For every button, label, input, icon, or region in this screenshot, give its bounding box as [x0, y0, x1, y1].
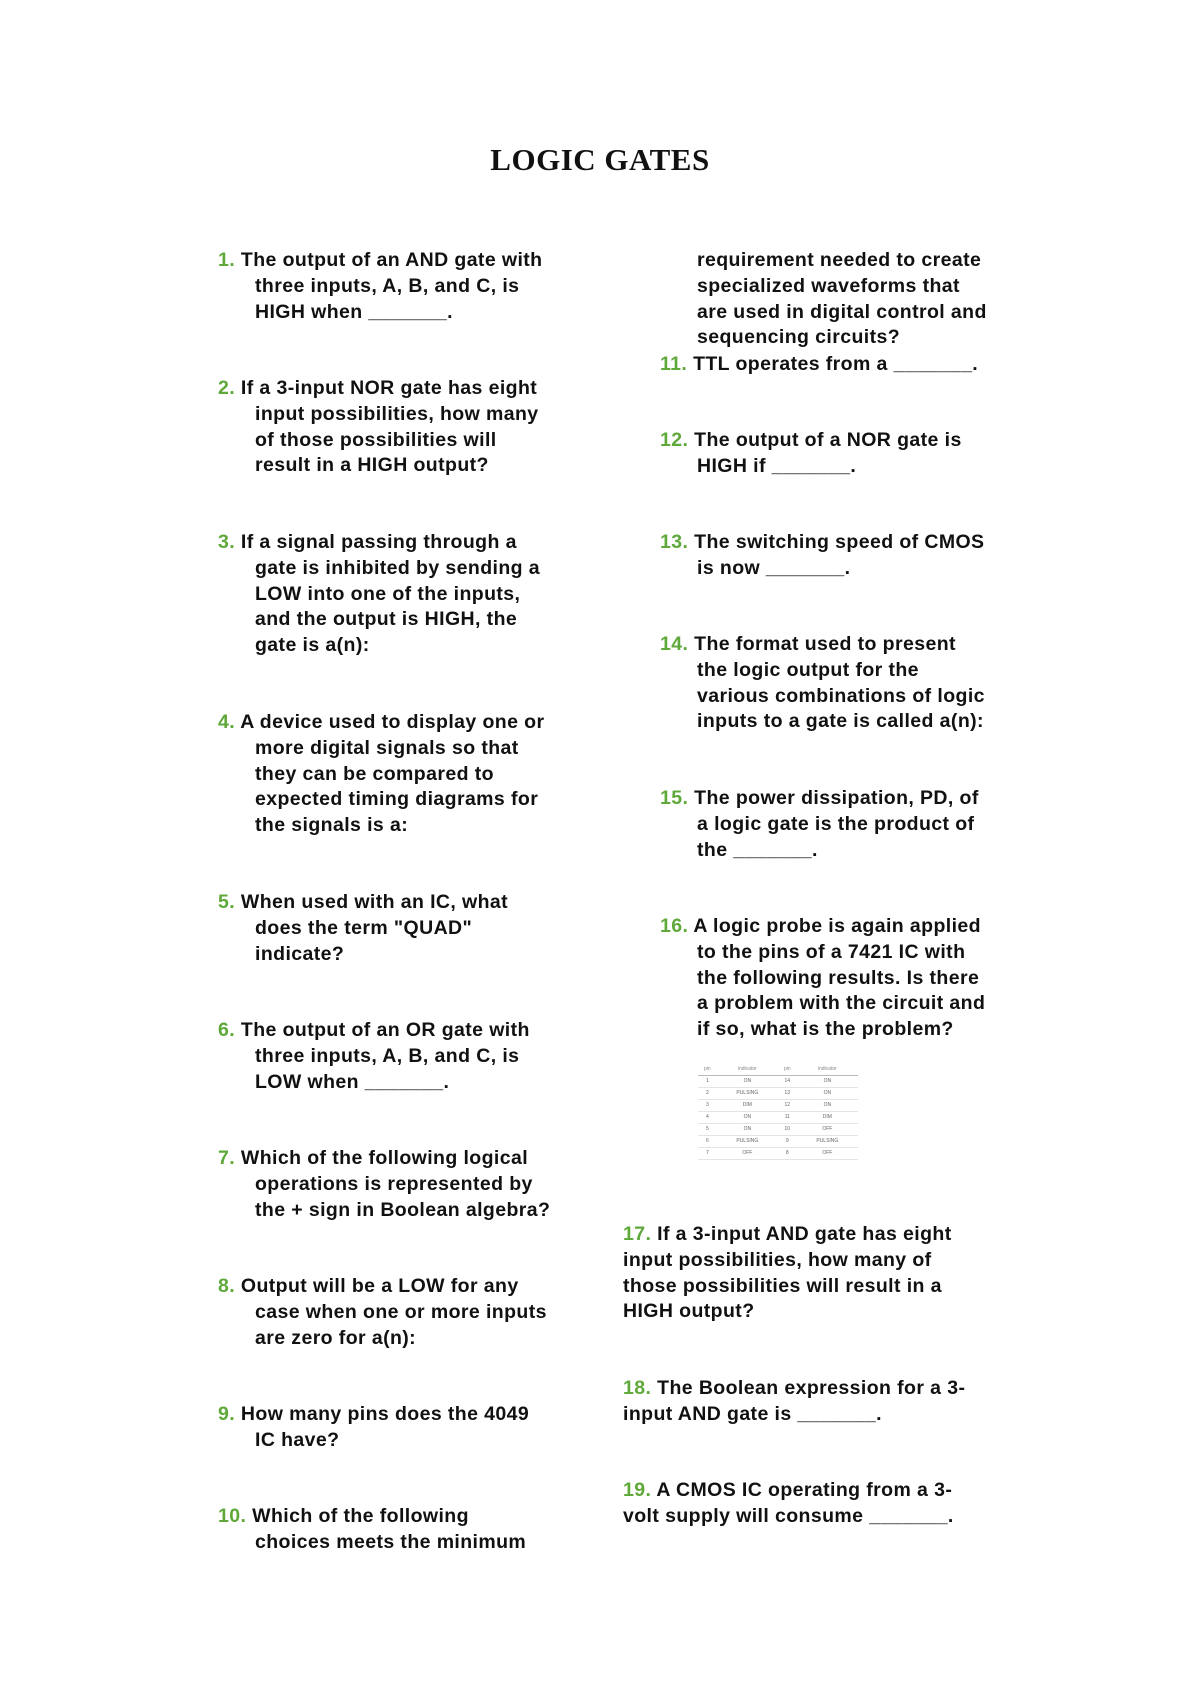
question-9	[218, 1402, 529, 1454]
table-cell: DIM	[717, 1100, 778, 1112]
table-cell: 7	[698, 1148, 717, 1160]
question-16	[660, 914, 985, 1043]
question-15	[660, 786, 979, 863]
question-line: sequencing circuits?	[697, 326, 901, 349]
question-number: 16.	[660, 915, 689, 937]
question-line: and the output is HIGH, the	[255, 608, 518, 631]
question-number: 6.	[218, 1019, 236, 1041]
question-line: choices meets the minimum	[255, 1530, 527, 1553]
table-cell: ON	[717, 1076, 778, 1088]
question-line: the following results. Is there	[697, 966, 980, 989]
table-cell: ON	[797, 1100, 858, 1112]
question-line: TTL operates from a _______.	[693, 353, 979, 375]
question-2	[218, 376, 539, 479]
table-cell: 9	[778, 1136, 797, 1148]
table-row	[698, 1148, 858, 1160]
table-cell: 3	[698, 1100, 717, 1112]
table-row	[698, 1088, 858, 1100]
question-line: When used with an IC, what	[240, 891, 509, 913]
table-cell: 2	[698, 1088, 717, 1100]
question-line: The switching speed of CMOS	[694, 531, 985, 553]
question-line: The output of an AND gate with	[240, 249, 543, 271]
question-number: 9.	[218, 1403, 236, 1425]
question-line: more digital signals so that	[255, 736, 519, 759]
question-number: 14.	[660, 633, 689, 655]
question-1	[218, 248, 542, 325]
question-number: 10.	[218, 1505, 247, 1527]
question-18	[623, 1376, 965, 1428]
question-line: three inputs, A, B, and C, is	[255, 1044, 520, 1067]
question-line: expected timing diagrams for	[255, 788, 539, 811]
question-line: to the pins of a 7421 IC with	[697, 940, 966, 963]
question-line: The output of an OR gate with	[240, 1019, 530, 1041]
question-11	[660, 352, 978, 378]
question-line: If a 3-input NOR gate has eight	[240, 377, 538, 399]
logic-probe-table	[698, 1064, 858, 1160]
question-line: are used in digital control and	[697, 300, 987, 323]
question-line: Which of the following	[252, 1505, 469, 1527]
table-cell: ON	[797, 1088, 858, 1100]
question-number: 13.	[660, 531, 689, 553]
table-row	[698, 1112, 858, 1124]
table-cell: ON	[717, 1124, 778, 1136]
question-line: input AND gate is _______.	[623, 1402, 882, 1425]
question-5	[218, 890, 508, 967]
table-cell: PULSING	[717, 1136, 778, 1148]
question-7	[218, 1146, 550, 1223]
question-4	[218, 710, 544, 839]
question-number: 3.	[218, 531, 236, 553]
question-line: are zero for a(n):	[255, 1326, 417, 1349]
question-10	[218, 1504, 526, 1556]
question-line: a problem with the circuit and	[697, 992, 986, 1015]
question-19	[623, 1478, 954, 1530]
question-line: the _______.	[697, 838, 818, 861]
column-header: indicator	[717, 1064, 778, 1076]
question-line: operations is represented by	[255, 1172, 533, 1195]
question-number: 7.	[218, 1147, 236, 1169]
question-line: input possibilities, how many	[255, 402, 539, 425]
table-cell: OFF	[797, 1148, 858, 1160]
question-14	[660, 632, 985, 735]
question-line: the logic output for the	[697, 658, 919, 681]
table-cell: PULSING	[797, 1136, 858, 1148]
table-cell: 11	[778, 1112, 797, 1124]
question-line: If a signal passing through a	[240, 531, 517, 553]
question-line: is now _______.	[697, 556, 851, 579]
table-cell: OFF	[797, 1124, 858, 1136]
question-line: A device used to display one or	[240, 711, 545, 733]
table-cell: 10	[778, 1124, 797, 1136]
question-line: does the term "QUAD"	[255, 916, 473, 939]
question-line: the signals is a:	[255, 814, 409, 837]
question-number: 8.	[218, 1275, 236, 1297]
question-number: 18.	[623, 1377, 652, 1399]
question-line: HIGH if _______.	[697, 454, 857, 477]
question-number: 1.	[218, 249, 236, 271]
column-header: pin	[698, 1064, 717, 1076]
question-line: those possibilities will result in a	[623, 1274, 942, 1297]
question-line: of those possibilities will	[255, 428, 497, 451]
question-number: 4.	[218, 711, 236, 733]
question-line: if so, what is the problem?	[697, 1018, 954, 1041]
question-line: case when one or more inputs	[255, 1300, 547, 1323]
table-cell: 1	[698, 1076, 717, 1088]
question-line: HIGH output?	[623, 1300, 755, 1323]
table-cell: DIM	[797, 1112, 858, 1124]
question-line: Output will be a LOW for any	[240, 1275, 519, 1297]
question-line: The output of a NOR gate is	[694, 429, 962, 451]
question-line: A logic probe is again applied	[693, 915, 981, 937]
question-6	[218, 1018, 530, 1095]
question-line: A CMOS IC operating from a 3-	[656, 1479, 953, 1501]
table-row	[698, 1076, 858, 1088]
question-line: HIGH when _______.	[255, 300, 453, 323]
question-line: Which of the following logical	[240, 1147, 529, 1169]
question-number: 2.	[218, 377, 236, 399]
table-cell: 13	[778, 1088, 797, 1100]
table-row	[698, 1124, 858, 1136]
table-row	[698, 1100, 858, 1112]
question-number: 15.	[660, 787, 689, 809]
question-13	[660, 530, 984, 582]
question-line: specialized waveforms that	[697, 274, 960, 297]
table-cell: 4	[698, 1112, 717, 1124]
question-line: The format used to present	[694, 633, 956, 655]
question-line: volt supply will consume _______.	[623, 1504, 954, 1527]
table-cell: 5	[698, 1124, 717, 1136]
question-line: indicate?	[255, 942, 345, 965]
question-10-continued	[660, 248, 987, 351]
table-cell: 8	[778, 1148, 797, 1160]
question-number: 11.	[660, 353, 688, 375]
question-line: requirement needed to create	[697, 249, 982, 271]
question-line: LOW when _______.	[255, 1070, 450, 1093]
question-8	[218, 1274, 547, 1351]
question-number: 19.	[623, 1479, 652, 1501]
table-cell: OFF	[717, 1148, 778, 1160]
table-cell: PULSING	[717, 1088, 778, 1100]
table-cell: 14	[778, 1076, 797, 1088]
question-line: a logic gate is the product of	[697, 812, 975, 835]
question-12	[660, 428, 962, 480]
question-line: If a 3-input AND gate has eight	[657, 1223, 952, 1245]
table-cell: 12	[778, 1100, 797, 1112]
question-line: inputs to a gate is called a(n):	[697, 710, 984, 733]
question-line: three inputs, A, B, and C, is	[255, 274, 520, 297]
question-number: 5.	[218, 891, 236, 913]
question-line: the + sign in Boolean algebra?	[255, 1198, 551, 1221]
question-line: gate is inhibited by sending a	[255, 556, 541, 579]
question-line: various combinations of logic	[697, 684, 985, 707]
column-header: indicator	[797, 1064, 858, 1076]
question-line: The Boolean expression for a 3-	[657, 1377, 966, 1399]
question-number: 12.	[660, 429, 689, 451]
page-title: LOGIC GATES	[490, 142, 710, 177]
table-cell: ON	[717, 1112, 778, 1124]
column-header: pin	[778, 1064, 797, 1076]
table-cell: 6	[698, 1136, 717, 1148]
question-line: How many pins does the 4049	[240, 1403, 530, 1425]
question-line: IC have?	[255, 1428, 340, 1451]
question-line: they can be compared to	[255, 762, 494, 785]
question-3	[218, 530, 540, 659]
question-line: gate is a(n):	[255, 634, 370, 657]
question-line: result in a HIGH output?	[255, 454, 489, 477]
question-number: 17.	[623, 1223, 652, 1245]
question-line: The power dissipation, PD, of	[694, 787, 979, 809]
question-17	[623, 1222, 952, 1325]
table-header-row	[698, 1064, 858, 1076]
table-row	[698, 1136, 858, 1148]
table-cell: ON	[797, 1076, 858, 1088]
question-line: LOW into one of the inputs,	[255, 582, 521, 605]
question-line: input possibilities, how many of	[623, 1248, 932, 1271]
